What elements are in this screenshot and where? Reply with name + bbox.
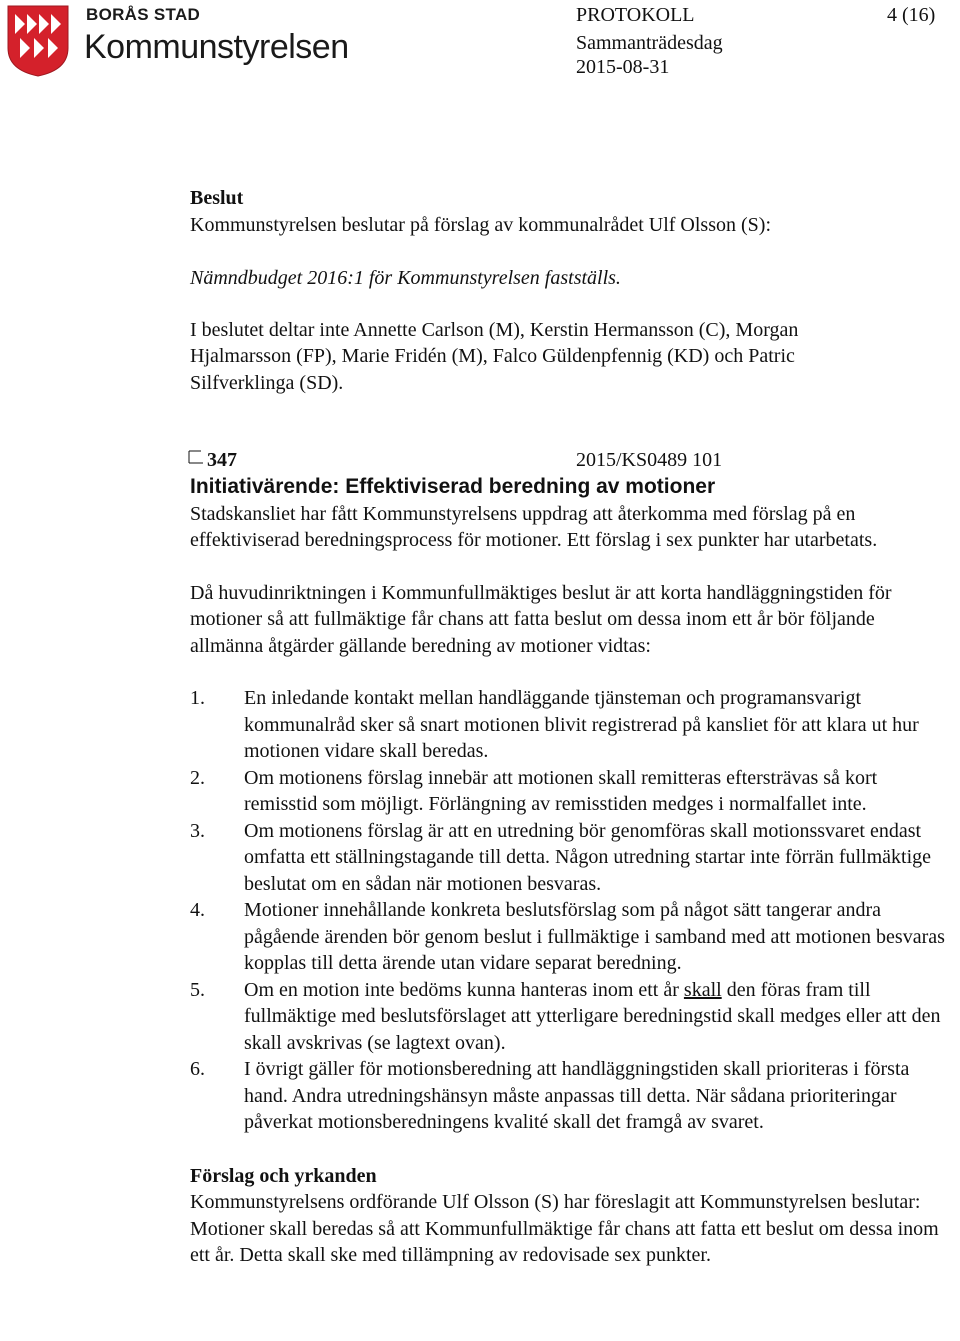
beslut-heading: Beslut (190, 187, 244, 209)
forslag-heading: Förslag och yrkanden (190, 1164, 377, 1187)
beslut-participation: I beslutet deltar inte Annette Carlson (M), Kerstin Hermansson (C), Morgan Hjalmarsson (FP), Marie Fridén (M), Falco Güldenpfennig (KD) och Patric Silfverklinga (SD). (190, 318, 799, 394)
committee-name: Kommunstyrelsen (84, 28, 349, 66)
underlined-skall: skall (683, 978, 722, 1001)
meeting-date: 2015-08-31 (576, 56, 670, 78)
beslut-intro: Kommunstyrelsen beslutar på förslag av kommunalrådet Ulf Olsson (S): (190, 213, 771, 236)
list-item: 2. Om motionens förslag innebär att motionen skall remitteras eftersträvas så kort remisstid som möjligt. Förlängning av remisstiden medges i normalfallet inte. (190, 766, 878, 815)
list-item: 1. En inledande kontakt mellan handläggande tjänsteman och programansvarigt kommunalråd sker så snart motionen blivit registrerad på kansliet för att klara ut hur motionen vidare skall beredas. (190, 687, 919, 762)
organization-name: BORÅS STAD (86, 5, 201, 24)
forslag-text: Kommunstyrelsens ordförande Ulf Olsson (S) har föreslagit att Kommunstyrelsen beslutar: Motioner skall beredas så att Kommunfullmäktige får chans att fatta ett beslut om dessa inom ett år. Detta skall ske med tillämpning av redovisade sex punkter. (190, 1191, 939, 1266)
case-title: Initiativärende: Effektiviserad beredning av motioner (190, 475, 716, 498)
beslut-decision: Nämndbudget 2016:1 för Kommunstyrelsen fastställs. (190, 267, 621, 289)
paragraph-mark-icon (188, 450, 204, 469)
case-number: 347 (207, 449, 237, 471)
boras-stad-crest-icon (6, 4, 70, 83)
list-item: 3. Om motionens förslag är att en utredning bör genomföras skall motionssvaret endast omfatta ett ställningstagande till detta. Någon utredning startar inte förrän fullmäktige beslutat om en sådan när motionen besvaras. (190, 819, 932, 895)
document-type: PROTOKOLL (576, 4, 695, 26)
measures-list (190, 685, 950, 1136)
list-item: 6. I övrigt gäller för motionsberedning att handläggningstiden skall prioriteras i första hand. Andra utredningshänsyn måste anpassas till detta. När sådana prioriteringar påverkat motionsberedningens kvalité skall det framgå av svaret. (190, 1058, 910, 1133)
list-item: 4. Motioner innehållande konkreta beslutsförslag som på något sätt tangerar andra pågående ärenden bör genom beslut i fullmäktige i samband med att motionen besvaras kopplas till detta ärende utan vidare separat beredning. (190, 899, 945, 974)
case-paragraph-2: Då huvudinriktningen i Kommunfullmäktiges beslut är att korta handläggningstiden för motioner så att fullmäktige får chans att fatta beslut om dessa inom ett år bör följande allmänna åtgärder gällande beredning av motioner vidtas: (190, 581, 892, 657)
case-paragraph-1: Stadskansliet har fått Kommunstyrelsens uppdrag att återkomma med förslag på en effektiviserad beredningsprocess för motioner. Ett förslag i sex punkter har utarbetats. (190, 502, 878, 551)
page-number: 4 (16) (887, 4, 936, 26)
case-reference: 2015/KS0489 101 (576, 449, 723, 471)
case-section (190, 474, 950, 1269)
meeting-type: Sammanträdesdag (576, 32, 723, 54)
beslut-section (190, 185, 950, 396)
list-item: 5. Om en motion inte bedöms kunna hanteras inom ett år skall den föras fram till fullmäktige med beslutsförslaget att ytterligare beredningstid skall medges eller att den skall avskrivas (se lagtext ovan). (190, 978, 941, 1054)
